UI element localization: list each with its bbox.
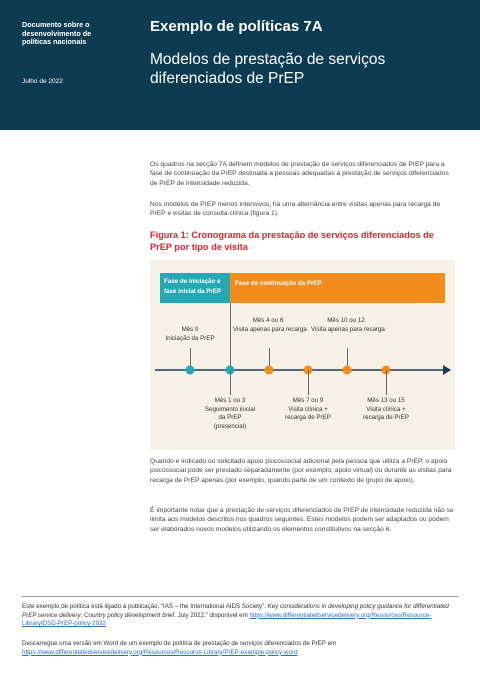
footnote-publication [22,603,458,629]
intro-paragraph-1: Os quadros na secção 7A definem modelos de prestação de serviços diferenciados de PrEP para a fase de continuação da PrEP destinada a pessoas adequadas à prestação de serviços diferenciados de PrEP de intensidade reduzida. [150,161,449,187]
milestone-dot-month-10-12 [343,366,352,375]
note-paragraph: É importante notar que a prestação de serviços diferenciados de PrEP de intensidade reduzida não se limita aos modelos descritos nos quadros seguintes. Estes modelos podem ser adaptados ou podem ser elaborados novos modelos utilizando os elementos constitutivos na secção 6. [150,507,454,533]
milestone-desc: Visita clínica + recarga de PrEP [285,405,331,421]
figure-title: Figura 1: Cronograma da prestação de serviços diferenciados de PrEP por tipo de visita [150,230,434,252]
connector-line [308,370,309,395]
publication-link[interactable]: https://www.differentiatedservicedelivery.org/Resources/Resource-Library/DSD-PrEP-policy-2022 [22,611,432,628]
word-download-link[interactable]: https://www.differentiatedservicedelivery.org/Resources/Resource-Library/PrEP-example-policy-word [22,648,298,656]
support-paragraph: Quando é indicado ou solicitado apoio psicossocial adicional pela pessoa que utiliza a PrEP, o apoio psicossocial pode ser prestado separadamente (por exemplo, apoio virtual) ou durante as visitas para recarga de PrEP apenas (por exemplo, quando parte de um contexto de grupo de apoio). [150,458,452,484]
publication-title: Key considerations in developing policy guidance for differentiated PrEP service delivery: Country policy development brief. [22,603,449,619]
axis-arrow-icon [443,365,451,375]
milestone-label-below [351,397,421,423]
milestone-month: Mês 0 [181,326,199,333]
phase-initial-bar: Fase de iniciação e fase inicial da PrEP [160,273,230,303]
milestone-label-above [155,326,225,343]
footer-divider [22,596,458,597]
phase-continuation-bar: Fase de continuação da PrEP [230,273,445,303]
page-title: Exemplo de políticas 7A [150,18,323,35]
header-banner [0,0,480,130]
milestone-month: Mês 10 ou 12 [327,317,365,324]
milestone-desc: Iniciação da PrEP [165,334,215,342]
download-text: Descarregue uma versão em Word de um exemplo de política de prestação de serviços diferenciados de PrEP em [22,640,337,647]
milestone-desc: Visita apenas para recarga [311,325,385,333]
milestone-month: Mês 4 ou 6 [252,317,284,324]
milestone-desc: Visita clínica + recarga de PrEP [363,405,409,421]
milestone-dot-month-4-6 [265,366,274,375]
milestone-month: Mês 1 ou 3 [214,397,246,404]
footnote-download [22,640,458,657]
intro-paragraph-2: Nos modelos de PrEP menos intensivos, há uma alternância entre visitas apenas para recarga de PrEP e visitas de consulta clínica (figura 1). [150,201,441,218]
connector-line [386,370,387,395]
connector-line [230,370,231,395]
footnote-text: Este exemplo de política está ligado à publicação, “IAS – the International AIDS Society”. [22,603,268,610]
milestone-desc: Seguimento inicial da PrEP (presencial) [204,405,256,430]
document-type-label: Documento sobre o desenvolvimento de políticas nacionais [22,20,92,47]
milestone-desc: Visita apenas para recarga [233,325,307,333]
timeline-figure [150,260,455,450]
page-subtitle: Modelos de prestação de serviços diferenciados de PrEP [150,51,386,87]
milestone-label-above [311,317,385,334]
milestone-month: Mês 7 ou 9 [292,397,324,404]
timeline-axis [150,360,455,380]
milestone-label-above [233,317,307,334]
footnote-text-end: July 2022.” disponível em [175,611,248,619]
milestone-label-below [273,397,343,423]
milestone-month: Mês 13 ou 15 [367,397,405,404]
milestone-label-below [195,397,265,431]
milestone-dot-month-0 [186,366,195,375]
document-date: Julho de 2022 [22,78,63,85]
